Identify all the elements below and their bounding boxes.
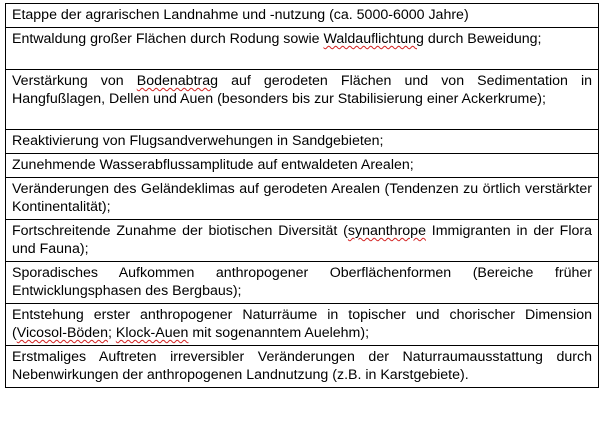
table-cell xyxy=(6,220,599,262)
table-cell: Zunehmende Wasserabflussamplitude auf entwaldeten Arealen; xyxy=(6,154,599,178)
cell-text: auf gerodeten Flächen und von Sedimentation in Hangfußlagen, Dellen und Auen (besonders bis zur Stabilisierung einer Ackerkrume); xyxy=(12,73,593,107)
spellcheck-marked-word: Vicosol-Böden xyxy=(16,325,108,341)
spellcheck-marked-word: synanthrope xyxy=(347,223,426,239)
document-table xyxy=(5,3,599,388)
table-title-cell: Etappe der agrarischen Landnahme und -nutzung (ca. 5000-6000 Jahre) xyxy=(6,4,599,28)
table-row xyxy=(6,304,599,346)
spellcheck-marked-word: Waldauflichtung xyxy=(323,31,424,47)
cell-text: Entwaldung großer Flächen durch Rodung sowie xyxy=(12,31,324,47)
table-cell xyxy=(6,70,599,130)
cell-text: durch Beweidung; xyxy=(423,31,542,47)
table-row xyxy=(6,130,599,154)
table-row xyxy=(6,220,599,262)
cell-text: ; xyxy=(107,325,116,341)
cell-text: mit sogenanntem Auelehm); xyxy=(188,325,370,341)
table-cell xyxy=(6,304,599,346)
cell-text: Immigranten in der Flora und Fauna); xyxy=(12,223,592,257)
cell-text: Verstärkung von xyxy=(12,73,137,89)
table-cell: Sporadisches Aufkommen anthropogener Oberflächenformen (Bereiche früher Entwicklungsphasen des Bergbaus); xyxy=(6,262,599,304)
cell-text: Fortschreitende Zunahme der biotischen Diversität ( xyxy=(12,223,348,239)
table-cell: Veränderungen des Geländeklimas auf gerodeten Arealen (Tendenzen zu örtlich verstärkter Kontinentalität); xyxy=(6,178,599,220)
table-row xyxy=(6,28,599,70)
table-row-title xyxy=(6,4,599,28)
table-cell: Reaktivierung von Flugsandverwehungen in Sandgebieten; xyxy=(6,130,599,154)
table-row xyxy=(6,70,599,130)
table-row xyxy=(6,262,599,304)
table-cell xyxy=(6,28,599,70)
table-cell: Erstmaliges Auftreten irreversibler Veränderungen der Naturraumausstattung durch Nebenwirkungen der anthropogenen Landnutzung (z.B. in Karstgebiete). xyxy=(6,346,599,388)
spellcheck-marked-word: Klock-Auen xyxy=(115,325,189,341)
table-row xyxy=(6,154,599,178)
table-row xyxy=(6,346,599,388)
cell-text: Entstehung erster anthropogener Naturräume in topischer und chorischer Dimension ( xyxy=(12,307,592,341)
spellcheck-marked-word: Bodenabtrag xyxy=(136,73,219,89)
table-row xyxy=(6,178,599,220)
